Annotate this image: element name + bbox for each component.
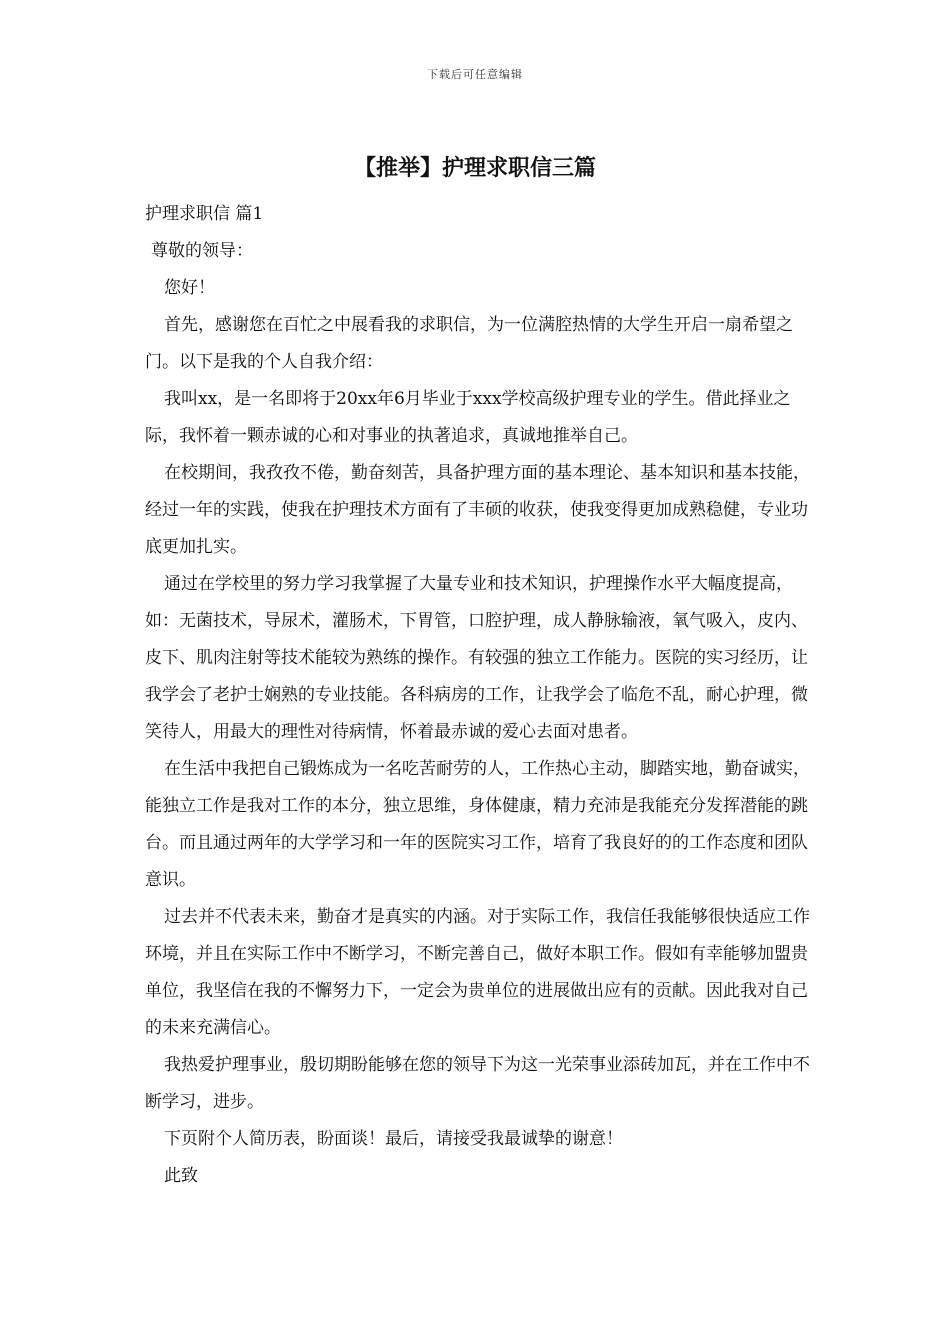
- header-note: 下载后可任意编辑: [427, 68, 523, 81]
- paragraph-2: 我叫xx，是一名即将于20xx年6月毕业于xxx学校高级护理专业的学生。借此择业之际，我怀着一颗赤诚的心和对事业的执著追求，真诚地推举自己。: [145, 389, 791, 446]
- closing: 此致: [164, 1166, 198, 1186]
- paragraph-1: 首先，感谢您在百忙之中展看我的求职信，为一位满腔热情的大学生开启一扇希望之门。以下是我的个人自我介绍：: [145, 315, 793, 372]
- paragraph-5: 在生活中我把自己锻炼成为一名吃苦耐劳的人，工作热心主动，脚踏实地，勤奋诚实，能独立工作是我对工作的本分，独立思维，身体健康，精力充沛是我能充分发挥潜能的跳台。而且通过两年的大学学习和一年的医院实习工作，培育了我良好的的工作态度和团队意识。: [145, 759, 810, 890]
- section-label: 护理求职信 篇1: [145, 204, 264, 224]
- document-title: 【推举】护理求职信三篇: [353, 155, 596, 181]
- paragraph-6: 过去并不代表未来，勤奋才是真实的内涵。对于实际工作，我信任我能够很快适应工作环境，并且在实际工作中不断学习，不断完善自己，做好本职工作。假如有幸能够加盟贵单位，我坚信在我的不懈努力下，一定会为贵单位的进展做出应有的贡献。因此我对自己的未来充满信心。: [145, 907, 810, 1038]
- letter-body: [145, 196, 810, 1195]
- paragraph-4: 通过在学校里的努力学习我掌握了大量专业和技术知识，护理操作水平大幅度提高，如：无菌技术，导尿术，灌肠术，下胃管，口腔护理，成人静脉输液，氧气吸入，皮内、皮下、肌肉注射等技术能较为熟练的操作。有较强的独立工作能力。医院的实习经历，让我学会了老护士娴熟的专业技能。各科病房的工作，让我学会了临危不乱，耐心护理，微笑待人，用最大的理性对待病情，怀着最赤诚的爱心去面对患者。: [145, 574, 808, 742]
- paragraph-8: 下页附个人简历表，盼面谈！最后，请接受我最诚挚的谢意！: [164, 1129, 623, 1149]
- paragraph-3: 在校期间，我孜孜不倦，勤奋刻苦，具备护理方面的基本理论、基本知识和基本技能，经过一年的实践，使我在护理技术方面有了丰硕的收获，使我变得更加成熟稳健，专业功底更加扎实。: [145, 463, 810, 557]
- paragraph-7: 我热爱护理事业，殷切期盼能够在您的领导下为这一光荣事业添砖加瓦，并在工作中不断学习，进步。: [145, 1055, 810, 1112]
- salutation: 尊敬的领导：: [151, 241, 253, 261]
- greeting: 您好！: [164, 278, 215, 298]
